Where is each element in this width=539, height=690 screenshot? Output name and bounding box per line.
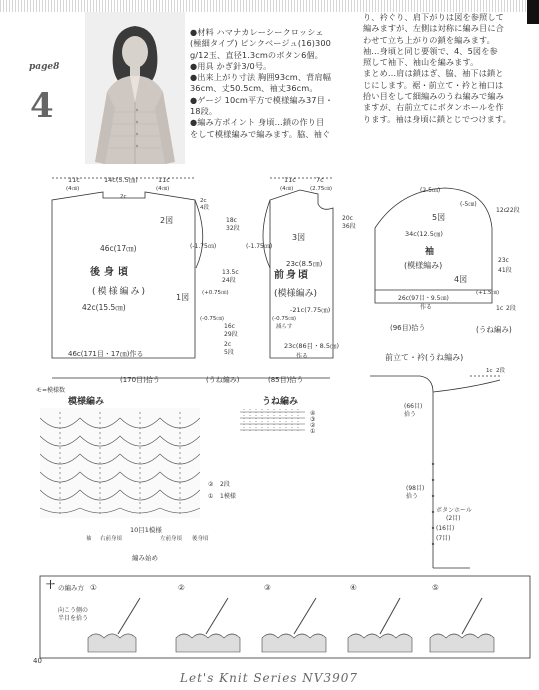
label: 2c: [200, 198, 207, 204]
label: (98目): [406, 485, 425, 492]
label: (2目): [446, 515, 461, 522]
label: 1c: [486, 368, 493, 374]
label: (2.5㎝): [420, 187, 441, 194]
desc-line: をして模様編みで編みます。脇、袖ぐ: [190, 128, 331, 139]
label: 2段: [220, 481, 230, 488]
desc-line: 照して袖下、袖山を編みます。: [363, 57, 479, 68]
label: (+1.5㎝): [476, 290, 500, 296]
label: 26c(97目・9.5㎝): [398, 295, 449, 302]
label: (170目)拾う: [120, 376, 160, 384]
desc-line: 18段。: [190, 106, 218, 117]
desc-line: ●出来上がり寸法 胸囲93cm、背肩幅: [190, 72, 331, 83]
label: (模様編み): [274, 289, 318, 299]
label: 11c: [158, 176, 170, 184]
model-illustration: [85, 12, 185, 164]
label: ①: [310, 428, 316, 435]
label: 左前身頃: [160, 536, 183, 542]
label: 2段: [496, 368, 505, 374]
label: 36段: [342, 223, 356, 230]
label: 編み始め: [132, 554, 158, 562]
label: 1図: [176, 293, 190, 302]
desc-line: (極細タイプ) ピンクベージュ(16)300: [190, 38, 331, 49]
label: 後身頃: [90, 267, 132, 278]
desc-line: 編みますが、左側は対称に編み目に合: [363, 23, 504, 34]
label: 42c(15.5㎝): [82, 303, 126, 312]
label: 模様編み: [68, 397, 105, 407]
label: 3図: [292, 233, 306, 242]
label: (-1.75㎝): [246, 243, 273, 250]
label: ①: [90, 583, 97, 592]
desc-line: まとめ…肩は鎖はぎ、脇、袖下は鎖と: [363, 68, 504, 79]
label: の編み方: [58, 584, 84, 592]
pattern-chart: [40, 408, 200, 518]
label: ③: [264, 583, 271, 592]
label: (96目)拾う: [390, 324, 426, 332]
label: (66目): [404, 403, 423, 410]
label: (-0.75㎝): [200, 316, 225, 322]
label: (4㎝): [280, 186, 294, 192]
label: (85目)拾う: [268, 376, 304, 384]
label: 1模様: [220, 493, 236, 500]
label: (うね編み): [476, 325, 512, 334]
header-band: [0, 0, 539, 12]
desc-line: ●編み方ポイント 身頃…鎖の作り目: [190, 117, 325, 128]
label: 24段: [222, 277, 236, 284]
label: 5図: [432, 213, 446, 222]
label: 作る: [420, 304, 433, 311]
label: 16c: [224, 323, 235, 330]
label: ②: [310, 422, 316, 429]
label: 29段: [224, 331, 238, 338]
symbol-icon: ⼗: [46, 581, 56, 591]
label: 2c: [224, 341, 232, 348]
label: 5段: [224, 349, 234, 356]
label: 2段: [506, 305, 516, 312]
label: 34c(12.5㎝): [405, 230, 443, 238]
label: 46c(17㎝): [100, 244, 137, 253]
label: 41段: [498, 267, 512, 274]
label: 袖: [425, 247, 435, 257]
label: ②: [208, 481, 214, 488]
label: (-0.75㎝): [272, 316, 297, 322]
label: 後身頃: [192, 536, 209, 542]
model-photo: [85, 12, 185, 164]
label: 袖: [86, 536, 92, 542]
label: (+0.75㎝): [202, 290, 229, 296]
label: 前立て・衿(うね編み): [385, 353, 464, 362]
label: 拾う: [404, 411, 417, 418]
instructions-text: [363, 12, 533, 125]
page-number: 4: [30, 86, 54, 126]
label: (7目): [436, 535, 451, 542]
label: 10目1模様: [130, 526, 162, 534]
label: ①: [208, 493, 214, 500]
series-title: Let's Knit Series NV3907: [180, 671, 359, 685]
label: ③: [310, 416, 316, 423]
label: うね編み: [262, 397, 299, 407]
label: 2c: [120, 194, 127, 200]
desc-line: わせて立ち上がりの鎖を編みます。: [363, 34, 495, 45]
label: 向こう側の: [58, 607, 89, 614]
label: (4㎝): [156, 186, 170, 192]
label: 作る: [296, 353, 309, 360]
desc-line: g/12玉、直径1.3cmのボタン6個。: [190, 49, 323, 60]
label: (-5㎝): [460, 201, 477, 208]
label: 22段: [506, 207, 520, 214]
label: ④: [350, 583, 357, 592]
label: 23c: [498, 257, 509, 264]
label: (模様編み): [92, 287, 148, 297]
label: 4段: [200, 205, 209, 211]
label: (模様編み): [404, 261, 443, 270]
label: 右前身頃: [100, 536, 123, 542]
front-band-outline: [370, 376, 433, 568]
label: ボタンホール: [436, 507, 472, 514]
desc-line: ●ゲージ 10cm平方で模様編み37目・: [190, 94, 334, 105]
label: 拾う: [406, 493, 419, 500]
label: 20c: [342, 215, 353, 222]
label: (2.75㎝): [310, 186, 333, 192]
label: 13.5c: [222, 269, 239, 276]
label: 半目を拾う: [58, 615, 89, 622]
label: (-1.75㎝): [190, 243, 217, 250]
label: ④: [310, 410, 316, 417]
materials-text: [190, 27, 350, 140]
knitting-schematic: [0, 168, 539, 668]
desc-line: り、衿ぐり、肩下がりは図を参照して: [363, 12, 504, 22]
desc-line: 36cm、丈50.5cm、袖丈36cm。: [190, 83, 318, 94]
label: (16目): [436, 525, 455, 532]
label: ②: [178, 583, 185, 592]
label: (うね編み): [206, 376, 240, 384]
label: モ=模様数: [36, 387, 66, 394]
desc-line: ります。袖は身頃に鎖とじでつけます。: [363, 113, 511, 124]
desc-line: ●用具 かぎ針3/0号。: [190, 60, 272, 71]
label: 11c: [68, 176, 80, 184]
label: 1c: [496, 305, 504, 312]
label: 減らす: [276, 324, 293, 330]
label: ⑤: [432, 583, 439, 592]
label: 7c: [316, 176, 324, 184]
desc-line: じにします。裾・前立て・衿と袖口は: [363, 79, 504, 90]
label: 23c(8.5㎝): [286, 260, 323, 268]
desc-line: ますが、右前立てにボタンホールを作: [363, 102, 504, 113]
page-label: page8: [29, 62, 60, 72]
label: 18c: [226, 217, 237, 224]
desc-line: ●材料 ハマナカレーシークロッシェ: [190, 27, 324, 37]
label: 2図: [160, 216, 174, 225]
rib-chart: [240, 409, 305, 433]
label: 11c: [284, 176, 296, 184]
desc-line: 拾い目をして細編みのうね編みで編み: [363, 91, 504, 102]
desc-line: 袖…身頃と同じ要領で、4、5図を参: [363, 45, 498, 56]
label: 12c: [496, 207, 507, 214]
label: (4㎝): [66, 186, 80, 192]
howto-strip: [40, 576, 530, 658]
folio: 40: [33, 657, 42, 665]
label: -21c(7.75㎝): [290, 306, 331, 314]
label: 46c(171目・17㎝)作る: [68, 350, 144, 358]
label: 32段: [226, 225, 240, 232]
label: 4図: [454, 275, 468, 284]
label: 23c(86目・8.5㎝): [284, 342, 340, 350]
label: 14c(5.5㎝): [104, 176, 138, 184]
label: 前身頃: [274, 270, 310, 281]
